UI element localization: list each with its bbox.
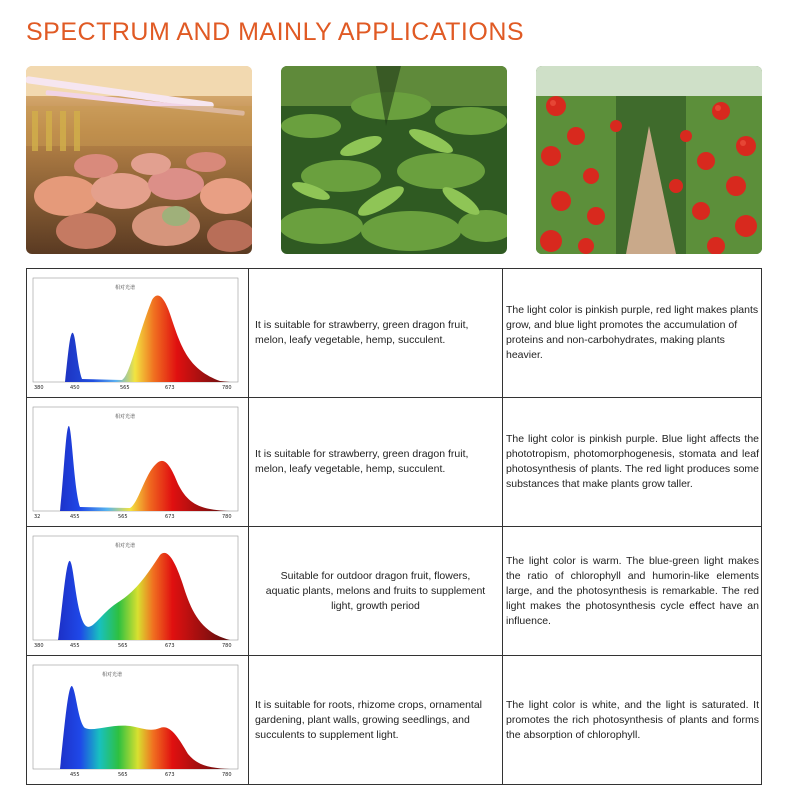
spectrum-graph-warm — [30, 533, 245, 653]
description-cell — [503, 527, 762, 656]
hemp-field-photo — [281, 66, 507, 254]
axis-tick: 565 — [118, 642, 128, 649]
application-text: It is suitable for strawberry, green dragon fruit, melon, leafy vegetable, hemp, succulent. — [255, 319, 469, 346]
axis-tick: 455 — [70, 642, 80, 649]
spectrum-graph-cell — [27, 269, 249, 398]
axis-tick: 780 — [222, 513, 232, 520]
axis-tick: 455 — [70, 771, 80, 778]
spectrum-graph-cell — [27, 656, 249, 785]
axis-tick: 673 — [165, 513, 175, 520]
axis-tick: 673 — [165, 771, 175, 778]
axis-tick: 450 — [70, 384, 80, 391]
graph-title: 相对光谱 — [102, 671, 123, 678]
axis-tick: 32 — [34, 513, 41, 520]
axis-tick: 565 — [120, 384, 130, 391]
axis-tick: 780 — [222, 771, 232, 778]
spectrum-graph-pinkish-purple — [30, 275, 245, 395]
application-cell — [249, 398, 503, 527]
axis-tick: 673 — [165, 642, 175, 649]
description-text: The light color is warm. The blue-green light makes the ratio of chlorophyll and humorin-like elements large, and the photosynthesis is remarkable. The red light makes the photosynthesis cycle effect have an influence. — [506, 554, 759, 627]
application-cell — [249, 656, 503, 785]
description-text: The light color is pinkish purple, red light makes plants grow, and blue light promotes the accumulation of proteins and non-carbohydrates, making plants heavier. — [506, 304, 759, 361]
graph-title: 相对光谱 — [115, 542, 136, 549]
table-row — [27, 527, 762, 656]
description-cell — [503, 656, 762, 785]
description-cell — [503, 398, 762, 527]
axis-tick: 780 — [222, 384, 232, 391]
spectrum-table — [26, 268, 762, 785]
succulent-grow-light-photo — [26, 66, 252, 254]
application-text: It is suitable for roots, rhizome crops, ornamental gardening, plant walls, growing seedlings, and succulents to supplement light. — [255, 698, 483, 741]
table-row — [27, 656, 762, 785]
table-row — [27, 269, 762, 398]
axis-tick: 565 — [118, 513, 128, 520]
spectrum-graph-white — [30, 662, 245, 782]
tomato-greenhouse-photo — [536, 66, 762, 254]
spectrum-graph-cell — [27, 398, 249, 527]
application-text: Suitable for outdoor dragon fruit, flowers, aquatic plants, melons and fruits to supplement light, growth period — [265, 569, 486, 612]
axis-tick: 673 — [165, 384, 175, 391]
axis-tick: 380 — [34, 384, 44, 391]
description-text: The light color is white, and the light is saturated. It promotes the rich photosynthesis of plants and forms the absorption of chlorophyll. — [506, 698, 759, 741]
description-cell — [503, 269, 762, 398]
page-title: SPECTRUM AND MAINLY APPLICATIONS — [26, 18, 525, 46]
axis-tick: 380 — [34, 642, 44, 649]
application-cell — [249, 269, 503, 398]
graph-title: 相对光谱 — [115, 413, 136, 420]
spectrum-graph-pinkish-purple-2 — [30, 404, 245, 524]
axis-tick: 565 — [118, 771, 128, 778]
table-row — [27, 398, 762, 527]
axis-tick: 455 — [70, 513, 80, 520]
description-text: The light color is pinkish purple. Blue light affects the phototropism, photomorphogenesis, stomata and leaf photosynthesis of plants. The red light produces some substances that make plants grow taller. — [506, 433, 759, 490]
graph-title: 相对光谱 — [115, 284, 136, 291]
application-cell — [249, 527, 503, 656]
spectrum-graph-cell — [27, 527, 249, 656]
application-text: It is suitable for strawberry, green dragon fruit, melon, leafy vegetable, hemp, succulent. — [255, 448, 469, 475]
axis-tick: 780 — [222, 642, 232, 649]
